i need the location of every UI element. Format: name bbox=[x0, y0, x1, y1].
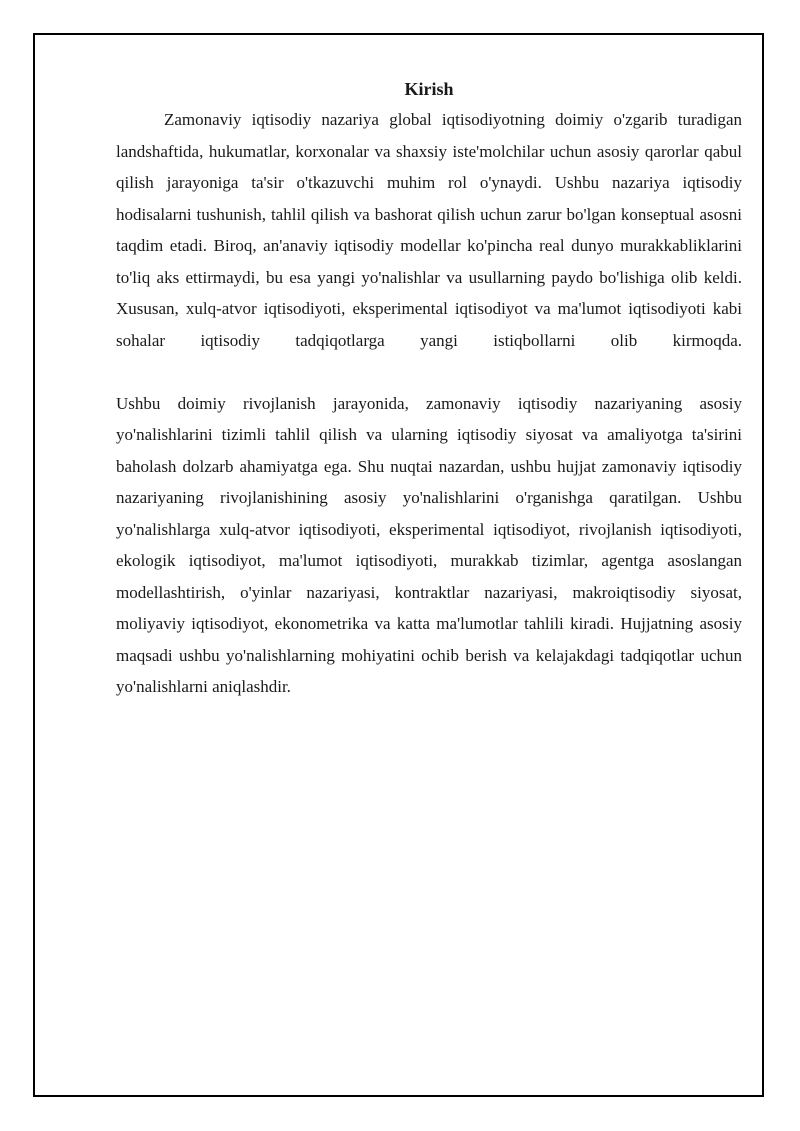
document-body bbox=[116, 74, 742, 703]
paragraph-intro: Zamonaviy iqtisodiy nazariya global iqtisodiyotning doimiy o'zgarib turadigan landshaftida, hukumatlar, korxonalar va shaxsiy iste'molchilar uchun asosiy qarorlar qabul qilish jarayoniga ta'sir o'tkazuvchi muhim rol o'ynaydi. Ushbu nazariya iqtisodiy hodisalarni tushunish, tahlil qilish va bashorat qilish uchun zarur bo'lgan konseptual asosni taqdim etadi. Biroq, an'anaviy iqtisodiy modellar ko'pincha real dunyo murakkabliklarini to'liq aks ettirmaydi, bu esa yangi yo'nalishlar va usullarning paydo bo'lishiga olib keldi. Xususan, xulq-atvor iqtisodiyoti, eksperimental iqtisodiyot va ma'lumot iqtisodiyoti kabi sohalar iqtisodiy tadqiqotlarga yangi istiqbollarni olib kirmoqda. bbox=[116, 110, 742, 350]
document-title: Kirish bbox=[404, 79, 454, 99]
paragraph-scope: Ushbu doimiy rivojlanish jarayonida, zamonaviy iqtisodiy nazariyaning asosiy yo'nalishlarini tizimli tahlil qilish va ularning iqtisodiy siyosat va amaliyotga ta'sirini baholash dolzarb ahamiyatga ega. Shu nuqtai nazardan, ushbu hujjat zamonaviy iqtisodiy nazariyaning rivojlanishining asosiy yo'nalishlarini o'rganishga qaratilgan. Ushbu yo'nalishlarga xulq-atvor iqtisodiyoti, eksperimental iqtisodiyot, rivojlanish iqtisodiyoti, ekologik iqtisodiyot, ma'lumot iqtisodiyoti, murakkab tizimlar, agentga asoslangan modellashtirish, o'yinlar nazariyasi, kontraktlar nazariyasi, makroiqtisodiy siyosat, moliyaviy iqtisodiyot, ekonometrika va katta ma'lumotlar tahlili kiradi. Hujjatning asosiy maqsadi ushbu yo'nalishlarning mohiyatini ochib berish va kelajakdagi tadqiqotlar uchun yo'nalishlarni aniqlashdir. bbox=[116, 393, 742, 696]
